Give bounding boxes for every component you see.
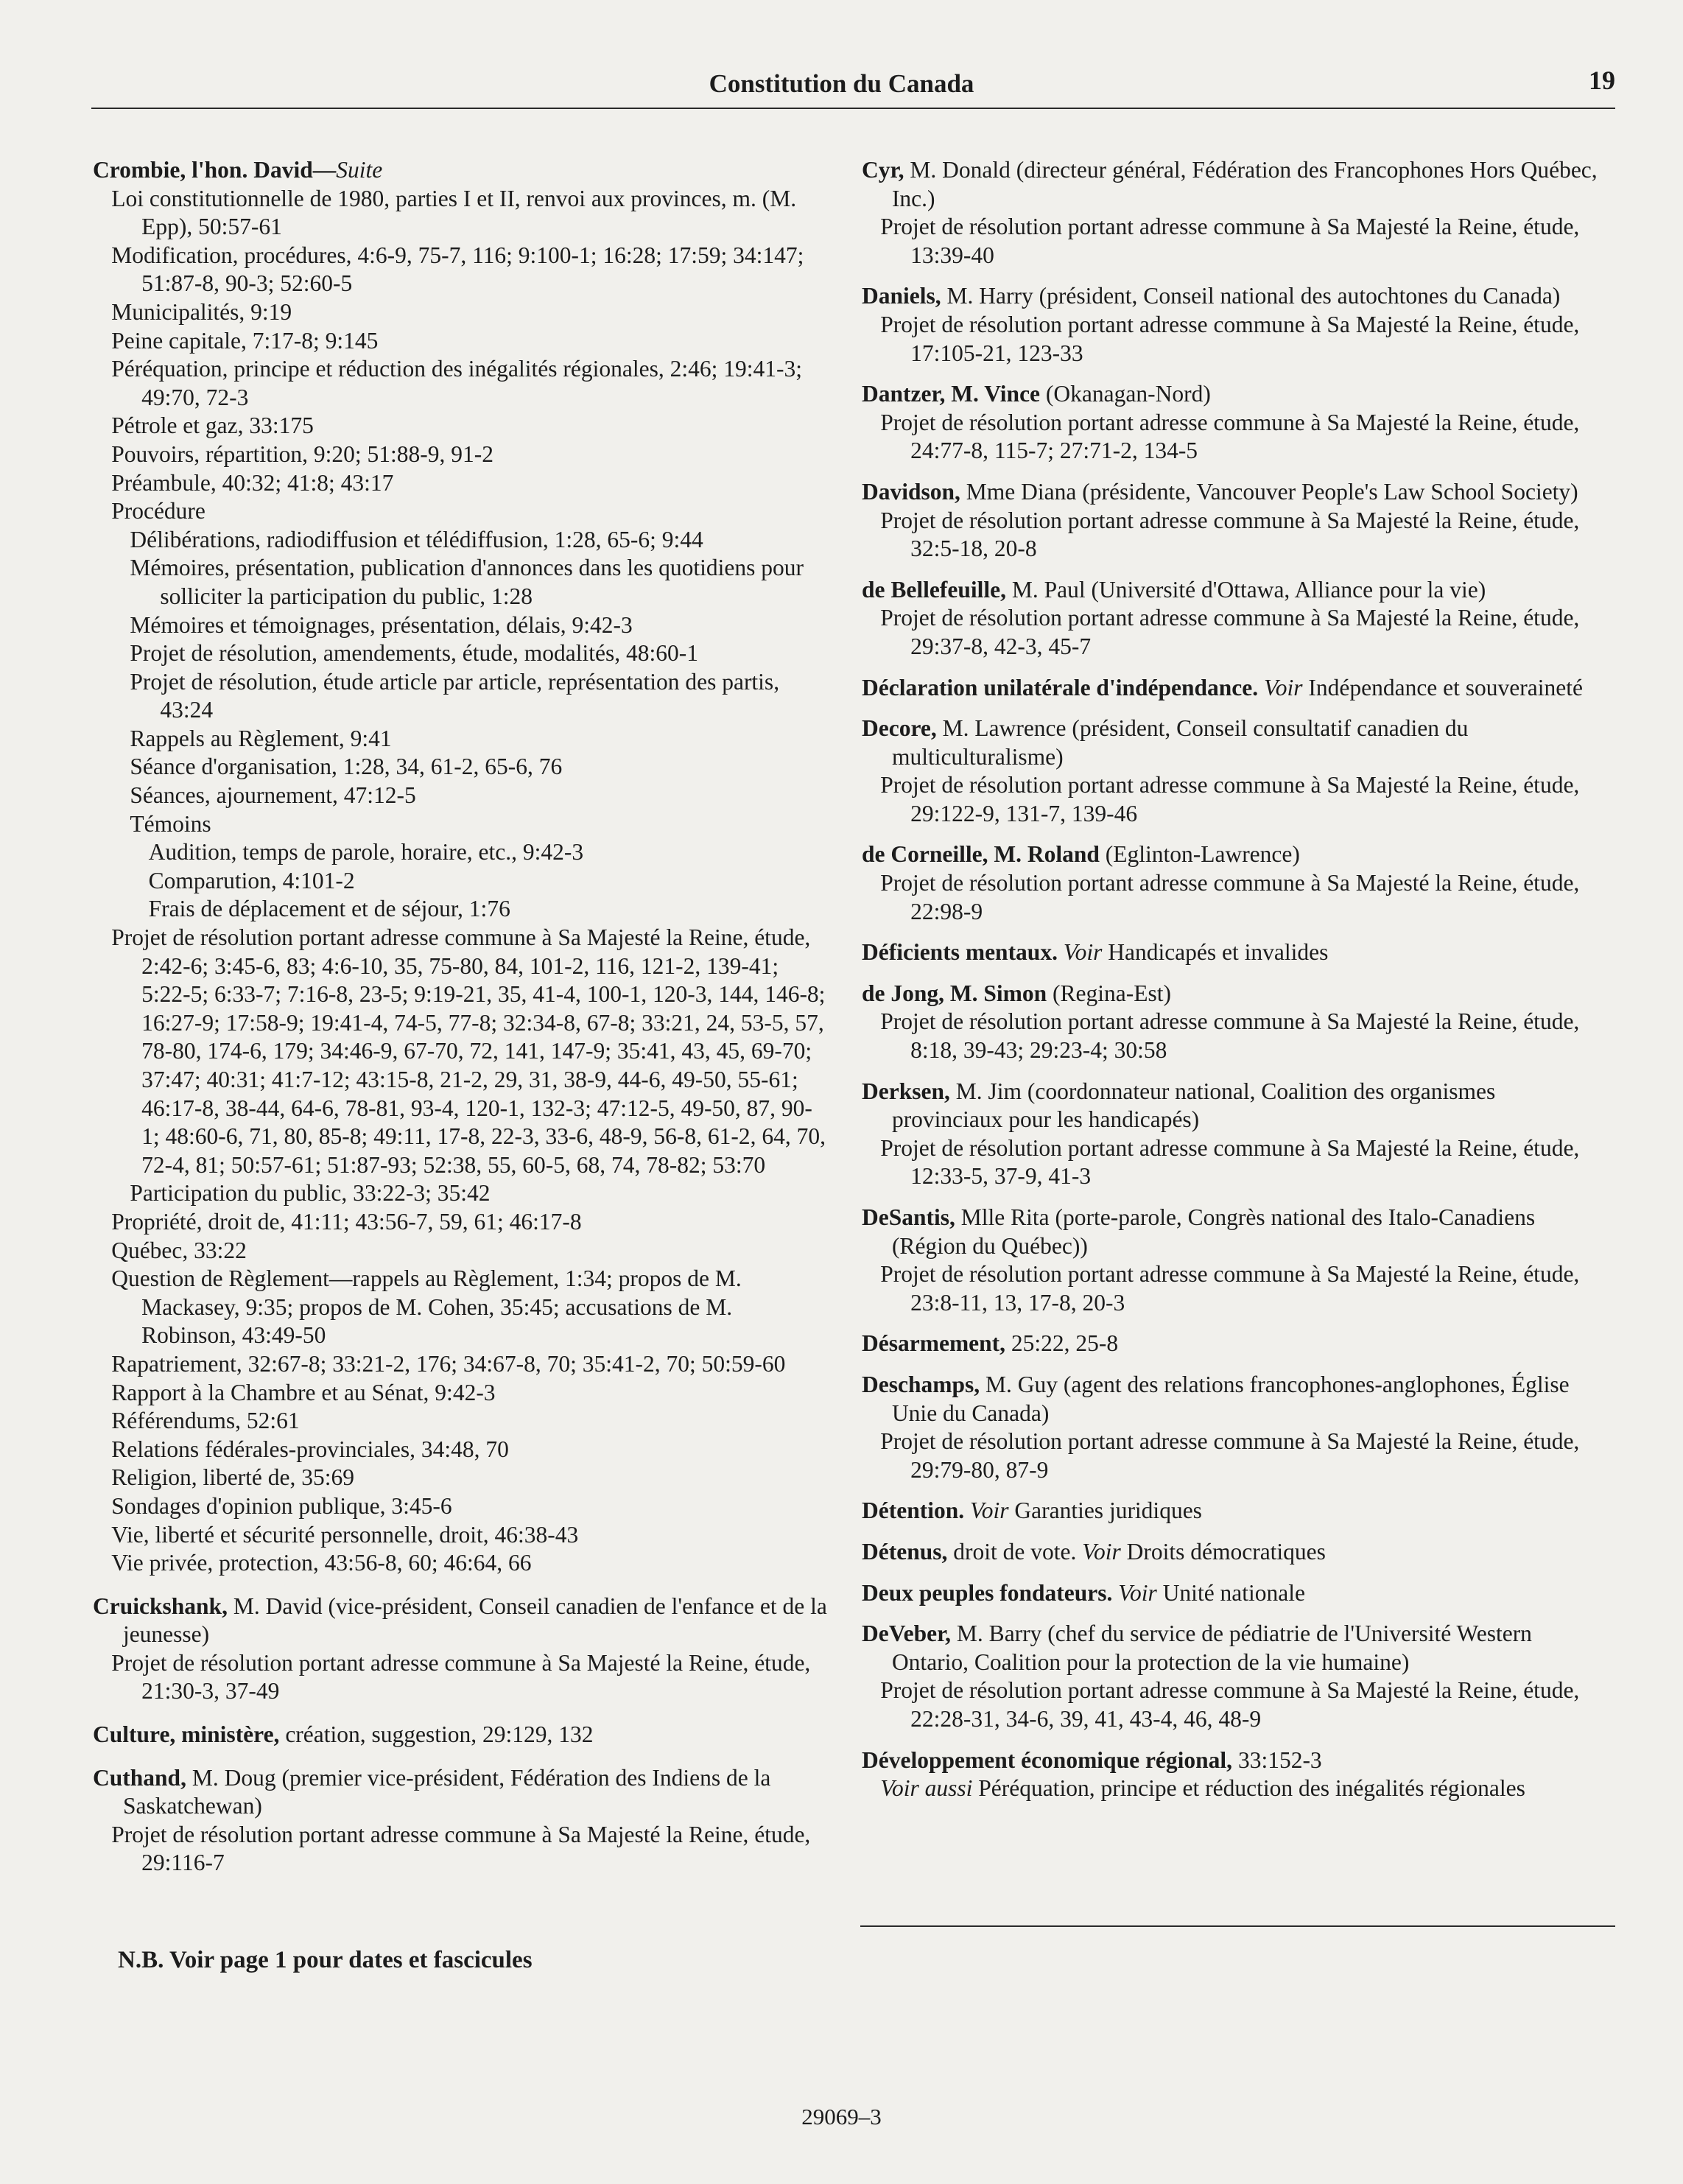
- entry-description: Mme Diana (présidente, Vancouver People's Law School Society): [960, 478, 1578, 505]
- entry-name: Dantzer, M. Vince: [862, 381, 1041, 407]
- see-reference: Voir: [1076, 1538, 1121, 1565]
- page-header-title: Constitution du Canada: [709, 69, 974, 98]
- index-entry-heading: [862, 1078, 1598, 1134]
- index-subentry: [93, 1521, 829, 1550]
- index-entry: [862, 1330, 1598, 1358]
- index-subentry: [93, 1179, 829, 1208]
- index-entry-heading: [862, 674, 1598, 703]
- subentry-text: Procédure: [111, 498, 205, 524]
- index-subentry: [93, 1549, 829, 1578]
- index-subentry: [93, 1649, 829, 1706]
- subentry-text: Audition, temps de parole, horaire, etc., 9:42-3: [148, 839, 584, 865]
- subentry-text: Projet de résolution portant adresse commune à Sa Majesté la Reine, étude, 29:122-9, 131-7, 139-46: [880, 772, 1580, 826]
- index-subentry: [93, 440, 829, 469]
- entry-name: Désarmement,: [862, 1330, 1006, 1357]
- subentry-text: Mémoires et témoignages, présentation, délais, 9:42-3: [130, 611, 633, 638]
- index-entry-heading: [862, 1330, 1598, 1358]
- entry-name: Culture, ministère,: [93, 1721, 280, 1748]
- entry-name: Crombie, l'hon. David: [93, 157, 313, 183]
- subentry-text: Préambule, 40:32; 41:8; 43:17: [111, 469, 394, 496]
- index-subentry: [93, 1492, 829, 1521]
- entry-name: de Jong, M. Simon: [862, 980, 1047, 1006]
- entry-description: Mlle Rita (porte-parole, Congrès national des Italo-Canadiens (Région du Québec)): [891, 1204, 1536, 1259]
- entry-description: M. David (vice-président, Conseil canadien de l'enfance et de la jeunesse): [122, 1593, 827, 1648]
- index-entry: [93, 1764, 829, 1878]
- index-subentry: [862, 507, 1598, 563]
- entry-description: M. Barry (chef du service de pédiatrie de l'Université Western Ontario, Coalition pour la protection de la vie humaine): [891, 1621, 1532, 1675]
- index-subentry: [93, 1208, 829, 1237]
- index-subentry: [93, 185, 829, 242]
- entry-description: M. Lawrence (président, Conseil consultatif canadien du multiculturalisme): [891, 715, 1469, 770]
- subentry-text: Pétrole et gaz, 33:175: [111, 412, 314, 439]
- index-subentry: [93, 1436, 829, 1464]
- index-entry: [862, 714, 1598, 828]
- index-subentry: [862, 1428, 1598, 1484]
- index-subentry: [93, 1350, 829, 1379]
- column-end-rule: [860, 1925, 1615, 1927]
- entry-name: DeVeber,: [862, 1621, 952, 1647]
- index-subentry: [862, 409, 1598, 466]
- subentry-text: Pouvoirs, répartition, 9:20; 51:88-9, 91-2: [111, 440, 494, 467]
- index-entry: [862, 1497, 1598, 1525]
- index-entry-heading: [862, 576, 1598, 605]
- see-reference: Voir: [964, 1497, 1009, 1524]
- see-reference: Voir: [1258, 674, 1303, 701]
- index-subentry: [93, 611, 829, 640]
- subentry-text: Participation du public, 33:22-3; 35:42: [130, 1180, 491, 1207]
- subentry-text: Projet de résolution portant adresse commune à Sa Majesté la Reine, étude, 17:105-21, 123-33: [880, 311, 1580, 366]
- subentry-text: Projet de résolution, étude article par article, représentation des partis, 43:24: [130, 668, 780, 723]
- entry-name: Cruickshank,: [93, 1593, 228, 1619]
- subentry-text: Frais de déplacement et de séjour, 1:76: [148, 896, 510, 922]
- index-subentry: [862, 311, 1598, 368]
- subentry-text: Projet de résolution portant adresse commune à Sa Majesté la Reine, étude, 21:30-3, 37-49: [111, 1649, 811, 1704]
- index-entry: [862, 282, 1598, 368]
- entry-name: Derksen,: [862, 1078, 950, 1104]
- subentry-text: Projet de résolution portant adresse commune à Sa Majesté la Reine, étude, 29:116-7: [111, 1821, 811, 1876]
- subentry-text: Délibérations, radiodiffusion et télédiffusion, 1:28, 65-6; 9:44: [130, 526, 703, 552]
- index-entry-heading: [93, 1721, 829, 1749]
- subentry-text: Projet de résolution portant adresse commune à Sa Majesté la Reine, étude, 8:18, 39-43; 29:23-4; 30:58: [880, 1008, 1580, 1064]
- subentry-text: Peine capitale, 7:17-8; 9:145: [111, 327, 379, 354]
- entry-name: Deux peuples fondateurs.: [862, 1579, 1113, 1606]
- subentry-text: Projet de résolution portant adresse commune à Sa Majesté la Reine, étude, 32:5-18, 20-8: [880, 507, 1580, 562]
- index-subentry: [862, 1260, 1598, 1317]
- subentry-text: Question de Règlement—rappels au Règlement, 1:34; propos de M. Mackasey, 9:35; propos de M. Cohen, 35:45; accusations de M. Robinson, 43:49-50: [111, 1265, 742, 1349]
- index-entry: [862, 1538, 1598, 1567]
- index-entry-heading: [93, 1593, 829, 1649]
- index-subentry: [862, 1774, 1598, 1803]
- entry-description: M. Guy (agent des relations francophones-anglophones, Église Unie du Canada): [891, 1371, 1570, 1426]
- index-subentry: [93, 298, 829, 327]
- entry-name: Déficients mentaux.: [862, 939, 1058, 966]
- subentry-text: Sondages d'opinion publique, 3:45-6: [111, 1492, 452, 1519]
- entry-description: M. Harry (président, Conseil national des autochtones du Canada): [941, 283, 1561, 309]
- subentry-text: Projet de résolution, amendements, étude, modalités, 48:60-1: [130, 640, 698, 667]
- index-subentry: [93, 782, 829, 810]
- index-subentry: [93, 867, 829, 896]
- entry-description: M. Paul (Université d'Ottawa, Alliance pour la vie): [1005, 576, 1486, 603]
- entry-description: (Eglinton-Lawrence): [1099, 841, 1300, 868]
- index-subentry: [93, 1379, 829, 1408]
- index-entry-heading: [862, 1746, 1598, 1775]
- index-subentry: [93, 725, 829, 754]
- index-subentry: [93, 1237, 829, 1265]
- index-subentry: [93, 924, 829, 1179]
- index-entry: [862, 576, 1598, 661]
- index-subentry: [93, 355, 829, 412]
- subentry-text: Projet de résolution portant adresse commune à Sa Majesté la Reine, étude, 13:39-40: [880, 214, 1580, 268]
- header-rule: [91, 108, 1615, 109]
- index-entry-heading: [862, 1497, 1598, 1525]
- print-code: 29069–3: [801, 2104, 882, 2129]
- entry-name: Deschamps,: [862, 1371, 980, 1397]
- index-entry-heading: [862, 478, 1598, 507]
- see-reference: Voir: [1112, 1579, 1157, 1606]
- index-entry: [862, 980, 1598, 1065]
- index-entry-heading: [862, 1620, 1598, 1676]
- index-entry: [862, 1746, 1598, 1803]
- entry-description: M. Donald (directeur général, Fédération des Francophones Hors Québec, Inc.): [891, 157, 1598, 211]
- index-subentry: [862, 1676, 1598, 1733]
- page-number: 19: [1589, 66, 1615, 95]
- index-subentry: [93, 1407, 829, 1436]
- index-subentry: [93, 242, 829, 298]
- subentry-text: Projet de résolution portant adresse commune à Sa Majesté la Reine, étude, 12:33-5, 37-9, 41-3: [880, 1134, 1580, 1190]
- index-subentry: [862, 1008, 1598, 1064]
- entry-name: de Corneille, M. Roland: [862, 841, 1100, 868]
- index-subentry: [93, 497, 829, 526]
- footnote: N.B. Voir page 1 pour dates et fascicules: [118, 1947, 533, 1973]
- index-entry: [862, 1579, 1598, 1608]
- subentry-text: Religion, liberté de, 35:69: [111, 1464, 355, 1491]
- index-entry-heading: [862, 714, 1598, 771]
- subentry-text: Vie, liberté et sécurité personnelle, droit, 46:38-43: [111, 1521, 579, 1548]
- index-subentry: [93, 327, 829, 356]
- subentry-text: Loi constitutionnelle de 1980, parties I et II, renvoi aux provinces, m. (M. Epp), 50:57-61: [111, 185, 797, 240]
- entry-name: Développement économique régional,: [862, 1746, 1233, 1773]
- entry-name: Cuthand,: [93, 1764, 186, 1791]
- subentry-text: Mémoires, présentation, publication d'annonces dans les quotidiens pour solliciter la participation du public, 1:28: [130, 555, 804, 609]
- index-subentry: [93, 838, 829, 867]
- entry-description: M. Jim (coordonnateur national, Coalition des organismes provinciaux pour les handicapés): [891, 1078, 1496, 1133]
- subentry-text: Projet de résolution portant adresse commune à Sa Majesté la Reine, étude, 29:37-8, 42-3, 45-7: [880, 605, 1580, 659]
- index-entry: [93, 156, 829, 1578]
- index-entry: [93, 1721, 829, 1749]
- subentry-text: Québec, 33:22: [111, 1237, 247, 1263]
- index-entry-heading: [862, 938, 1598, 967]
- index-entry: [862, 380, 1598, 466]
- subentry-text: Séances, ajournement, 47:12-5: [130, 782, 416, 809]
- index-subentry: [93, 1265, 829, 1350]
- index-subentry: [862, 604, 1598, 661]
- index-subentry: [93, 554, 829, 611]
- index-subentry: [93, 1821, 829, 1878]
- subentry-text: Rapport à la Chambre et au Sénat, 9:42-3: [111, 1379, 496, 1405]
- entry-name: Déclaration unilatérale d'indépendance.: [862, 674, 1259, 701]
- index-column-left: [93, 156, 829, 1892]
- see-also-reference: Voir aussi: [880, 1775, 973, 1802]
- entry-name: Détenus,: [862, 1538, 948, 1565]
- entry-description: Garanties juridiques: [1008, 1497, 1202, 1524]
- entry-name: Decore,: [862, 715, 937, 742]
- subentry-text: Municipalités, 9:19: [111, 298, 292, 325]
- index-entry-heading: [862, 380, 1598, 409]
- subentry-text: Témoins: [130, 810, 211, 837]
- index-subentry: [862, 869, 1598, 926]
- entry-name: Daniels,: [862, 283, 941, 309]
- index-subentry: [93, 895, 829, 924]
- entry-description: (Okanagan-Nord): [1040, 381, 1211, 407]
- subentry-text: Rapatriement, 32:67-8; 33:21-2, 176; 34:67-8, 70; 35:41-2, 70; 50:59-60: [111, 1350, 786, 1377]
- entry-name: de Bellefeuille,: [862, 576, 1006, 603]
- entry-description: Unité nationale: [1156, 1579, 1305, 1606]
- index-subentry: [93, 1464, 829, 1492]
- index-entry: [862, 674, 1598, 703]
- entry-description: création, suggestion, 29:129, 132: [279, 1721, 594, 1748]
- entry-description: Droits démocratiques: [1120, 1538, 1326, 1565]
- index-subentry: [862, 1134, 1598, 1191]
- entry-description: 33:152-3: [1232, 1746, 1322, 1773]
- subentry-text: Projet de résolution portant adresse commune à Sa Majesté la Reine, étude, 22:98-9: [880, 870, 1580, 924]
- index-subentry: [93, 526, 829, 555]
- index-entry: [862, 840, 1598, 926]
- subentry-text: Référendums, 52:61: [111, 1408, 300, 1434]
- entry-description: M. Doug (premier vice-président, Fédération des Indiens de la Saskatchewan): [122, 1764, 771, 1819]
- index-subentry: [93, 810, 829, 839]
- subentry-text: Projet de résolution portant adresse commune à Sa Majesté la Reine, étude, 24:77-8, 115-7; 27:71-2, 134-5: [880, 409, 1580, 464]
- entry-description: Handicapés et invalides: [1102, 939, 1329, 966]
- index-entry-heading: [862, 1204, 1598, 1260]
- index-entry: [862, 1078, 1598, 1191]
- index-entry-heading: [862, 282, 1598, 311]
- index-entry: [862, 938, 1598, 967]
- index-entry: [862, 1620, 1598, 1733]
- subentry-text: Relations fédérales-provinciales, 34:48, 70: [111, 1436, 509, 1462]
- subentry-text: Modification, procédures, 4:6-9, 75-7, 116; 9:100-1; 16:28; 17:59; 34:147; 51:87-8, 90-3; 52:60-5: [111, 242, 804, 297]
- subentry-text: Comparution, 4:101-2: [148, 867, 355, 893]
- subentry-text: Rappels au Règlement, 9:41: [130, 725, 392, 751]
- index-entry-heading: [862, 1371, 1598, 1428]
- entry-name: DeSantis,: [862, 1204, 955, 1230]
- index-entry-heading: [862, 840, 1598, 869]
- index-entry-heading: [93, 1764, 829, 1821]
- subentry-text: Projet de résolution portant adresse commune à Sa Majesté la Reine, étude, 2:42-6; 3:45-6, 83; 4:6-10, 35, 75-80, 84, 101-2, 116, 121-2, 139-41; 5:22-5; 6:33-7; 7:16-8, 23-5; 9:19-21, 35, 41-4, 100-1, 120-3, 144, 146-8; 16:27-9; 17:58-9; 19:41-4, 74-5, 77-8; 32:34-8, 67-8; 33:21, 24, 53-5, 57, 78-80, 174-6, 179; 34:46-9, 67-70, 72, 141, 147-9; 35:41, 43, 45, 69-70; 37:47; 40:31; 41:7-12; 43:15-8, 21-2, 29, 31, 38-9, 44-6, 49-50, 55-61; 46:17-8, 38-44, 64-6, 78-81, 93-4, 120-1, 132-3; 47:12-5, 49-50, 87, 90-1; 48:60-6, 71, 80, 85-8; 49:11, 17-8, 22-3, 33-6, 48-9, 56-8, 61-2, 64, 70, 72-4, 81; 50:57-61; 51:87-93; 52:38, 55, 60-5, 68, 74, 78-82; 53:70: [111, 924, 826, 1178]
- entry-name: Cyr,: [862, 157, 904, 183]
- entry-name: Davidson,: [862, 478, 960, 505]
- index-entry-heading: [93, 156, 829, 185]
- index-entry: [862, 156, 1598, 270]
- subentry-text: Vie privée, protection, 43:56-8, 60; 46:64, 66: [111, 1550, 532, 1576]
- index-column-right: [862, 156, 1598, 1816]
- entry-description: Indépendance et souveraineté: [1302, 674, 1583, 701]
- subentry-text: Projet de résolution portant adresse commune à Sa Majesté la Reine, étude, 29:79-80, 87-9: [880, 1428, 1580, 1483]
- index-entry: [862, 1204, 1598, 1317]
- subentry-text: Propriété, droit de, 41:11; 43:56-7, 59, 61; 46:17-8: [111, 1208, 582, 1235]
- entry-description: 25:22, 25-8: [1005, 1330, 1119, 1357]
- index-entry-heading: [862, 980, 1598, 1008]
- subentry-text: Projet de résolution portant adresse commune à Sa Majesté la Reine, étude, 23:8-11, 13, 17-8, 20-3: [880, 1261, 1580, 1316]
- index-subentry: [93, 639, 829, 668]
- subentry-text: Projet de résolution portant adresse commune à Sa Majesté la Reine, étude, 22:28-31, 34-6, 39, 41, 43-4, 46, 48-9: [880, 1677, 1580, 1732]
- index-entry: [862, 478, 1598, 563]
- index-entry: [93, 1593, 829, 1706]
- entry-dash: —: [312, 157, 337, 183]
- subentry-text: Séance d'organisation, 1:28, 34, 61-2, 65-6, 76: [130, 754, 563, 780]
- index-subentry: [862, 771, 1598, 828]
- entry-continued: Suite: [336, 157, 383, 183]
- subentry-text: Péréquation, principe et réduction des inégalités régionales: [972, 1775, 1525, 1802]
- entry-description: (Regina-Est): [1047, 980, 1171, 1006]
- index-subentry: [93, 668, 829, 725]
- entry-description: droit de vote.: [947, 1538, 1077, 1565]
- index-entry-heading: [862, 1579, 1598, 1608]
- index-subentry: [93, 469, 829, 498]
- index-subentry: [862, 213, 1598, 270]
- subentry-text: Péréquation, principe et réduction des inégalités régionales, 2:46; 19:41-3; 49:70, 72-3: [111, 356, 802, 410]
- index-entry: [862, 1371, 1598, 1484]
- index-entry-heading: [862, 156, 1598, 213]
- index-subentry: [93, 753, 829, 782]
- see-reference: Voir: [1057, 939, 1103, 966]
- entry-name: Détention.: [862, 1497, 965, 1524]
- index-subentry: [93, 412, 829, 440]
- index-entry-heading: [862, 1538, 1598, 1567]
